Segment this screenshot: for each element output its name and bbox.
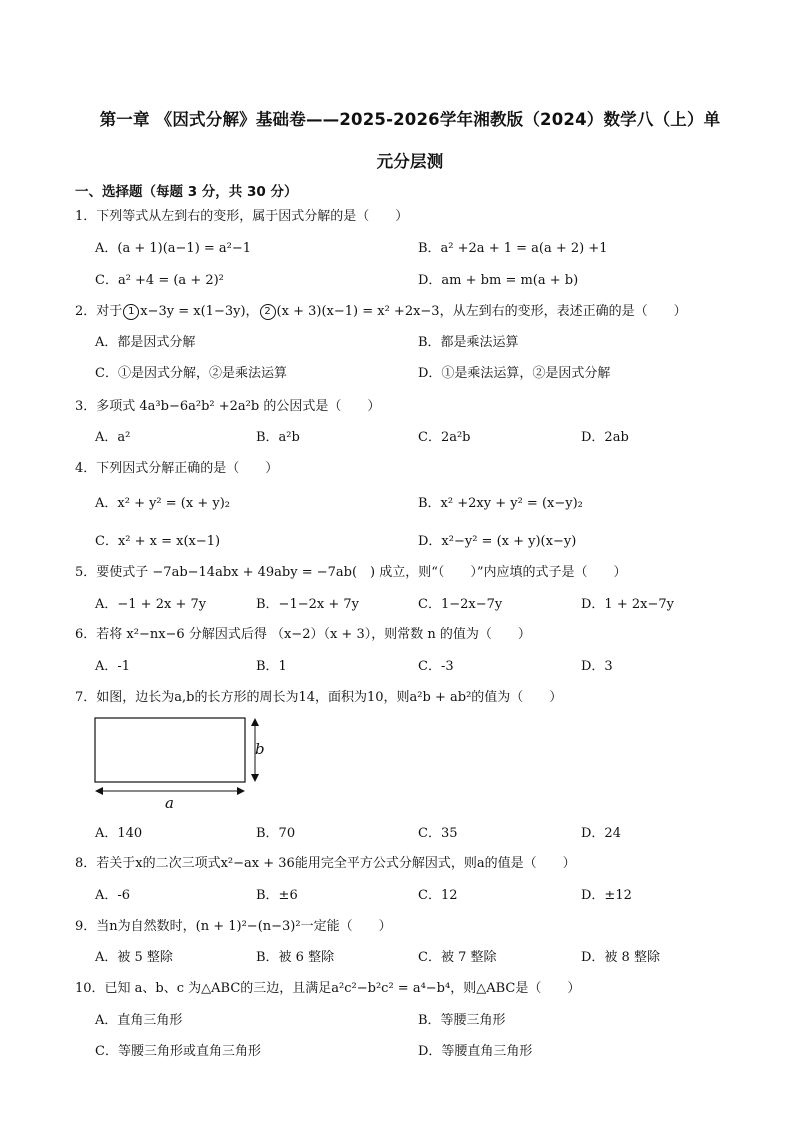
question-5-option-b: B．−1−2x + 7y bbox=[256, 597, 359, 612]
question-6-option-b: B．1 bbox=[256, 659, 287, 674]
question-8-option-d: D．±12 bbox=[581, 888, 632, 903]
question-4-option-c: C．x² + x = x(x−1) bbox=[95, 534, 221, 549]
question-10-option-c: C．等腰三角形或直角三角形 bbox=[95, 1044, 261, 1059]
question-2-expr-2: (x + 3)(x−1) = x² +2x−3，从左到右的变形，表述正确的是（ ） bbox=[276, 304, 687, 319]
question-7-stem: 7．如图，边长为a,b的长方形的周长为14，面积为10，则a²b + ab²的值为（ ） bbox=[75, 690, 563, 705]
question-5-option-a: A．−1 + 2x + 7y bbox=[95, 597, 207, 612]
question-2-option-a: A．都是因式分解 bbox=[95, 335, 196, 350]
question-10-option-a: A．直角三角形 bbox=[95, 1013, 183, 1028]
question-10-stem: 10．已知 a、b、c 为△ABC的三边，且满足a²c²−b²c² = a⁴−b⁴，则△ABC是（ ） bbox=[75, 981, 581, 996]
question-2-stem-prefix: 2．对于 bbox=[75, 304, 123, 319]
question-9-stem: 9．当n为自然数时，(n + 1)²−(n−3)²一定能（ ） bbox=[75, 919, 392, 934]
question-2-expr-1: x−3y = x(1−3y)， bbox=[140, 304, 259, 319]
question-7-option-c: C．35 bbox=[418, 826, 458, 841]
rectangle-shape bbox=[95, 718, 245, 782]
question-4-option-d: D．x²−y² = (x + y)(x−y) bbox=[418, 534, 577, 549]
question-6-option-c: C．-3 bbox=[418, 659, 454, 674]
question-3-stem: 3．多项式 4a³b−6a²b² +2a²b 的公因式是（ ） bbox=[75, 399, 381, 414]
question-10-option-d: D．等腰直角三角形 bbox=[418, 1044, 533, 1059]
question-8-option-b: B．±6 bbox=[256, 888, 298, 903]
question-1-stem: 1．下列等式从左到右的变形，属于因式分解的是（ ） bbox=[75, 209, 409, 224]
question-2-option-d: D．①是乘法运算，②是因式分解 bbox=[418, 366, 611, 381]
height-label: b bbox=[255, 740, 265, 758]
question-8-option-c: C．12 bbox=[418, 888, 458, 903]
question-8-stem: 8．若关于x的二次三项式x²−ax + 36能用完全平方公式分解因式，则a的值是（ ） bbox=[75, 856, 576, 871]
question-6-option-d: D．3 bbox=[581, 659, 613, 674]
question-9-option-d: D．被 8 整除 bbox=[581, 950, 660, 965]
question-1-option-c: C．a² +4 = (a + 2)² bbox=[95, 273, 224, 288]
circled-1-icon: 1 bbox=[123, 304, 139, 320]
page-title-line2: 元分层测 bbox=[376, 152, 444, 171]
question-7-option-b: B．70 bbox=[256, 826, 296, 841]
page-title-line1: 第一章 《因式分解》基础卷——2025-2026学年湘教版（2024）数学八（上）单 bbox=[99, 110, 721, 129]
question-1-option-b: B．a² +2a + 1 = a(a + 2) +1 bbox=[418, 241, 608, 256]
question-8-option-a: A．-6 bbox=[95, 888, 131, 903]
question-9-option-c: C．被 7 整除 bbox=[418, 950, 497, 965]
section-heading: 一、选择题（每题 3 分，共 30 分） bbox=[75, 184, 298, 200]
question-6-stem: 6．若将 x²−nx−6 分解因式后得 （x−2）（x + 3），则常数 n 的值为（ ） bbox=[75, 627, 531, 642]
question-2-option-c: C．①是因式分解，②是乘法运算 bbox=[95, 366, 287, 381]
question-4-option-a: A．x² + y² = (x + y)₂ bbox=[95, 496, 230, 511]
question-5-option-d: D．1 + 2x−7y bbox=[581, 597, 674, 612]
question-10-option-b: B．等腰三角形 bbox=[418, 1013, 506, 1028]
question-7-option-d: D．24 bbox=[581, 826, 621, 841]
question-1-option-d: D．am + bm = m(a + b) bbox=[418, 273, 579, 288]
question-5-option-c: C．1−2x−7y bbox=[418, 597, 503, 612]
question-3-option-c: C．2a²b bbox=[418, 430, 471, 445]
circled-2-icon: 2 bbox=[260, 304, 276, 320]
question-9-option-a: A．被 5 整除 bbox=[95, 950, 173, 965]
question-9-option-b: B．被 6 整除 bbox=[256, 950, 335, 965]
question-6-option-a: A．-1 bbox=[95, 659, 131, 674]
question-3-option-b: B．a²b bbox=[256, 430, 300, 445]
question-2-option-b: B．都是乘法运算 bbox=[418, 335, 519, 350]
question-4-option-b: B．x² +2xy + y² = (x−y)₂ bbox=[418, 496, 583, 511]
question-5-stem: 5．要使式子 −7ab−14abx + 49aby = −7ab( ) 成立，则“（ ）”内应填的式子是（ ） bbox=[75, 565, 627, 580]
rectangle-figure bbox=[88, 712, 278, 832]
question-7-option-a: A．140 bbox=[95, 826, 143, 841]
question-4-stem: 4．下列因式分解正确的是（ ） bbox=[75, 461, 279, 476]
question-2-stem bbox=[75, 300, 687, 320]
width-label: a bbox=[165, 794, 174, 812]
question-3-option-a: A．a² bbox=[95, 430, 131, 445]
question-1-option-a: A．(a + 1)(a−1) = a²−1 bbox=[95, 241, 252, 256]
question-3-option-d: D．2ab bbox=[581, 430, 629, 445]
